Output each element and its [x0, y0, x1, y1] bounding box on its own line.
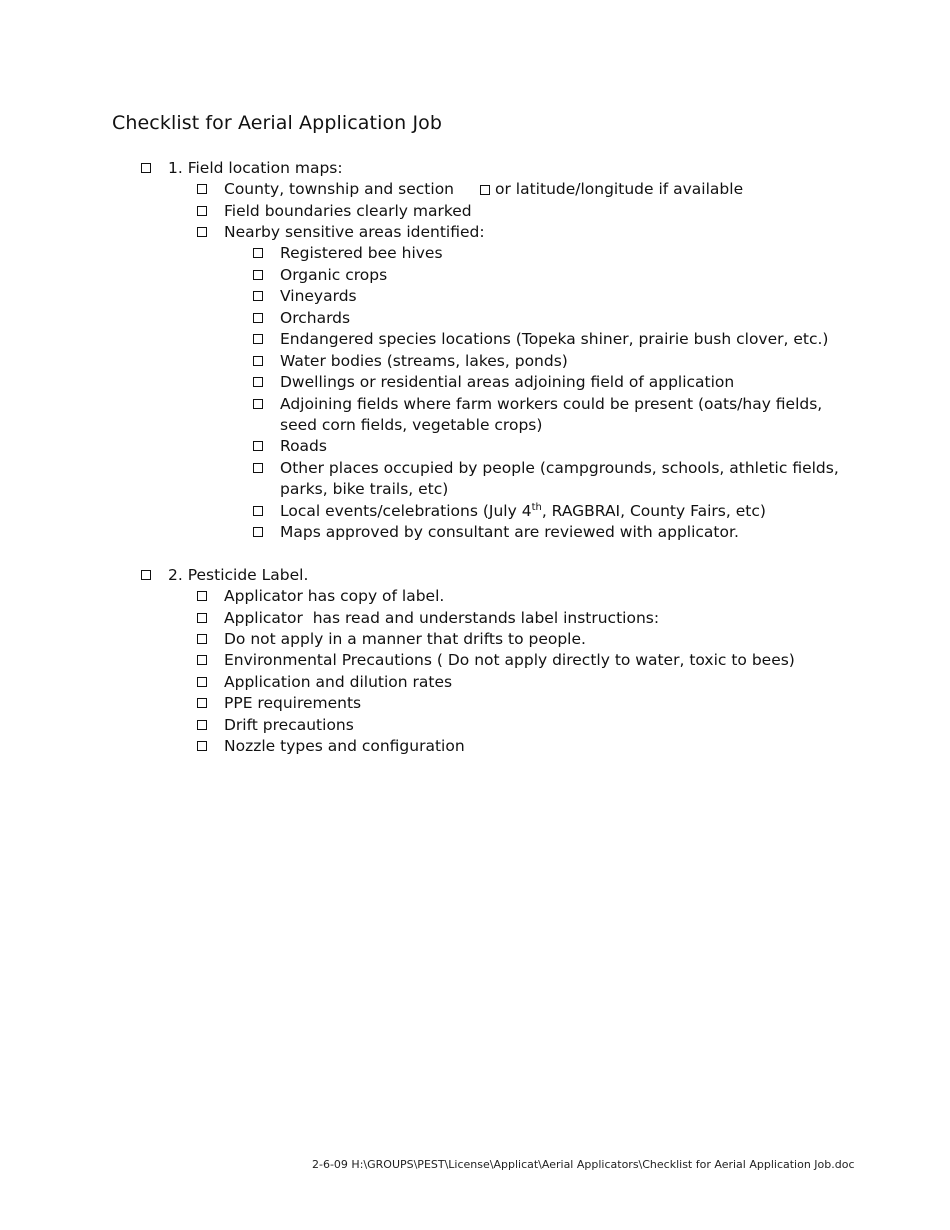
adjoining-label-line2: seed corn fields, vegetable crops) — [280, 416, 543, 434]
checkbox[interactable] — [197, 677, 207, 687]
rates-label: Application and dilution rates — [224, 673, 453, 691]
section2-heading: 2. Pesticide Label. — [168, 566, 309, 584]
checkbox[interactable] — [253, 377, 263, 387]
checkbox[interactable] — [253, 527, 263, 537]
water-label: Water bodies (streams, lakes, ponds) — [280, 352, 568, 370]
checkbox[interactable] — [253, 356, 263, 366]
checkbox[interactable] — [141, 163, 151, 173]
checkbox[interactable] — [253, 334, 263, 344]
checkbox[interactable] — [253, 441, 263, 451]
environmental-label: Environmental Precautions ( Do not apply directly to water, toxic to bees) — [224, 651, 795, 669]
checkbox[interactable] — [253, 248, 263, 258]
checkbox[interactable] — [197, 613, 207, 623]
checkbox[interactable] — [197, 634, 207, 644]
sensitive-label: Nearby sensitive areas identified: — [224, 223, 485, 241]
bees-label: Registered bee hives — [280, 244, 443, 262]
nozzle-label: Nozzle types and configuration — [224, 737, 465, 755]
maps-approved-label: Maps approved by consultant are reviewed with applicator. — [280, 523, 739, 541]
checkbox[interactable] — [253, 463, 263, 473]
latlong-label: or latitude/longitude if available — [495, 180, 744, 198]
other-label-line1: Other places occupied by people (campgrounds, schools, athletic fields, — [280, 459, 839, 477]
checkbox[interactable] — [253, 313, 263, 323]
checkbox[interactable] — [197, 206, 207, 216]
checkbox[interactable] — [197, 741, 207, 751]
copy-label: Applicator has copy of label. — [224, 587, 445, 605]
dwellings-label: Dwellings or residential areas adjoining field of application — [280, 373, 735, 391]
orchards-label: Orchards — [280, 309, 351, 327]
checkbox[interactable] — [197, 720, 207, 730]
adjoining-label-line1: Adjoining fields where farm workers could be present (oats/hay fields, — [280, 395, 823, 413]
checkbox[interactable] — [197, 184, 207, 194]
checkbox[interactable] — [253, 291, 263, 301]
checkbox[interactable] — [197, 591, 207, 601]
read-label: Applicator has read and understands label instructions: — [224, 609, 660, 627]
checkbox[interactable] — [480, 185, 490, 195]
events-label: Local events/celebrations (July 4th, RAGBRAI, County Fairs, etc) — [280, 502, 766, 520]
other-label-line2: parks, bike trails, etc) — [280, 480, 449, 498]
checkbox[interactable] — [253, 270, 263, 280]
checkbox[interactable] — [197, 227, 207, 237]
checkbox[interactable] — [197, 698, 207, 708]
organic-label: Organic crops — [280, 266, 388, 284]
section1-heading: 1. Field location maps: — [168, 159, 343, 177]
checkbox[interactable] — [197, 655, 207, 665]
checkbox[interactable] — [253, 399, 263, 409]
ppe-label: PPE requirements — [224, 694, 362, 712]
checkbox[interactable] — [141, 570, 151, 580]
county-label: County, township and section — [224, 180, 455, 198]
page-title: Checklist for Aerial Application Job — [112, 112, 443, 134]
drift-label: Drift precautions — [224, 716, 354, 734]
drift-people-label: Do not apply in a manner that drifts to people. — [224, 630, 586, 648]
vineyards-label: Vineyards — [280, 287, 357, 305]
checkbox[interactable] — [253, 506, 263, 516]
footer-path: 2-6-09 H:\GROUPS\PEST\License\Applicat\Aerial Applicators\Checklist for Aerial Application Job.doc — [312, 1158, 855, 1171]
roads-label: Roads — [280, 437, 327, 455]
endangered-label: Endangered species locations (Topeka shiner, prairie bush clover, etc.) — [280, 330, 829, 348]
boundaries-label: Field boundaries clearly marked — [224, 202, 472, 220]
